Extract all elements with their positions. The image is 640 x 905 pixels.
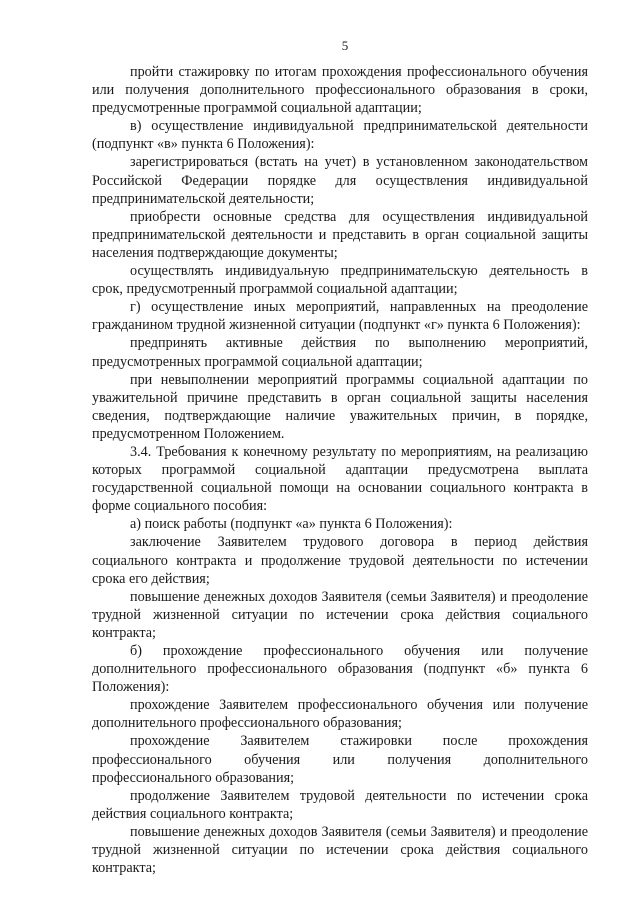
- paragraph: заключение Заявителем трудового договора в период действия социального контракта и продолжение трудовой деятельности по истечении срока его действия;: [92, 534, 588, 587]
- paragraph: 3.4. Требования к конечному результату по мероприятиям, на реализацию которых программой социальной адаптации предусмотрена выплата государственной социальной помощи на основании социального контракта в форме социального пособия:: [92, 443, 588, 515]
- paragraph: в) осуществление индивидуальной предпринимательской деятельности (подпункт «в» пункта 6 Положения):: [92, 118, 588, 153]
- paragraph: осуществлять индивидуальную предпринимательскую деятельность в срок, предусмотренный программой социальной адаптации;: [92, 263, 588, 298]
- document-body: [92, 63, 588, 877]
- paragraph: пройти стажировку по итогам прохождения профессионального обучения или получения дополнительного профессионального образования в сроки, предусмотренные программой социальной адаптации;: [92, 64, 588, 117]
- paragraph: прохождение Заявителем профессионального обучения или получение дополнительного профессионального образования;: [92, 697, 588, 732]
- paragraph: продолжение Заявителем трудовой деятельности по истечении срока действия социального контракта;: [92, 787, 588, 822]
- paragraph: прохождение Заявителем стажировки после прохождения профессионального обучения или получения дополнительного профессионального образования;: [92, 733, 588, 786]
- paragraph: г) осуществление иных мероприятий, направленных на преодоление гражданином трудной жизненной ситуации (подпункт «г» пункта 6 Положения):: [92, 299, 588, 334]
- paragraph: предпринять активные действия по выполнению мероприятий, предусмотренных программой социальной адаптации;: [92, 335, 588, 370]
- paragraph: повышение денежных доходов Заявителя (семьи Заявителя) и преодоление трудной жизненной ситуации по истечении срока действия социального контракта;: [92, 588, 588, 641]
- paragraph: при невыполнении мероприятий программы социальной адаптации по уважительной причине представить в орган социальной защиты населения сведения, подтверждающие наличие уважительных причин, в порядке, предусмотренном Положением.: [92, 371, 588, 442]
- page-number: 5: [341, 38, 349, 53]
- paragraph: повышение денежных доходов Заявителя (семьи Заявителя) и преодоление трудной жизненной ситуации по истечении срока действия социального контракта;: [92, 823, 588, 877]
- paragraph: приобрести основные средства для осуществления индивидуальной предпринимательской деятельности и представить в орган социальной защиты населения подтверждающие документы;: [92, 208, 588, 261]
- paragraph: б) прохождение профессионального обучения или получение дополнительного профессионального образования (подпункт «б» пункта 6 Положения):: [92, 643, 588, 696]
- paragraph: зарегистрироваться (встать на учет) в установленном законодательством Российской Федерации порядке для осуществления индивидуальной предпринимательской деятельности;: [92, 154, 588, 207]
- paragraph: а) поиск работы (подпункт «а» пункта 6 Положения):: [130, 516, 453, 533]
